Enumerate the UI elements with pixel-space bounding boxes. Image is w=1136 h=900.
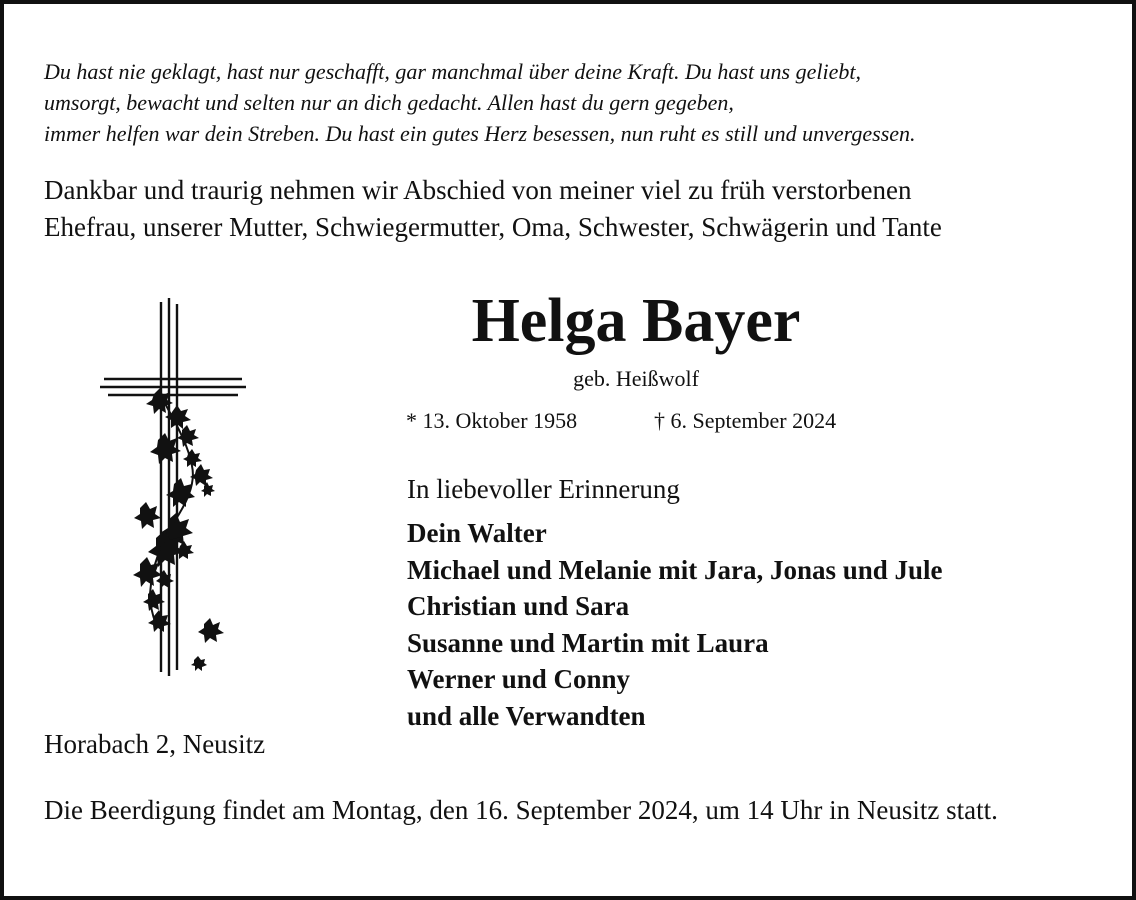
address: Horabach 2, Neusitz bbox=[44, 729, 266, 759]
mourner-line: Werner und Conny bbox=[407, 664, 631, 694]
mourner-line: Susanne und Martin mit Laura bbox=[407, 627, 769, 658]
deceased-name: Helga Bayer bbox=[471, 287, 801, 355]
death-date: † 6. September 2024 bbox=[654, 408, 837, 433]
mourner-line: Dein Walter bbox=[407, 518, 547, 548]
memory-line: In liebevoller Erinnerung bbox=[407, 474, 680, 504]
mourner-line: und alle Verwandten bbox=[407, 700, 646, 731]
intro-text bbox=[44, 172, 1124, 246]
poem-line: Du hast nie geklagt, hast nur geschafft, gar manchmal über deine Kraft. Du hast uns geliebt, bbox=[44, 59, 861, 84]
maiden-name: geb. Heißwolf bbox=[573, 366, 699, 391]
intro-line: Ehefrau, unserer Mutter, Schwiegermutter, Oma, Schwester, Schwägerin und Tante bbox=[44, 212, 942, 242]
funeral-notice: Die Beerdigung findet am Montag, den 16. September 2024, um 14 Uhr in Neusitz statt. bbox=[44, 795, 998, 825]
mourners-list bbox=[407, 515, 943, 734]
poem bbox=[44, 56, 1124, 149]
cross-with-ivy-icon bbox=[96, 294, 256, 684]
mourner-line: Christian und Sara bbox=[407, 591, 630, 621]
poem-line: immer helfen war dein Streben. Du hast ein gutes Herz besessen, nun ruht es still und unvergessen. bbox=[44, 121, 916, 146]
poem-line: umsorgt, bewacht und selten nur an dich gedacht. Allen hast du gern gegeben, bbox=[44, 90, 734, 115]
birth-date: * 13. Oktober 1958 bbox=[406, 408, 578, 433]
intro-line: Dankbar und traurig nehmen wir Abschied von meiner viel zu früh verstorbenen bbox=[44, 175, 912, 205]
mourner-line: Michael und Melanie mit Jara, Jonas und Jule bbox=[407, 554, 943, 585]
